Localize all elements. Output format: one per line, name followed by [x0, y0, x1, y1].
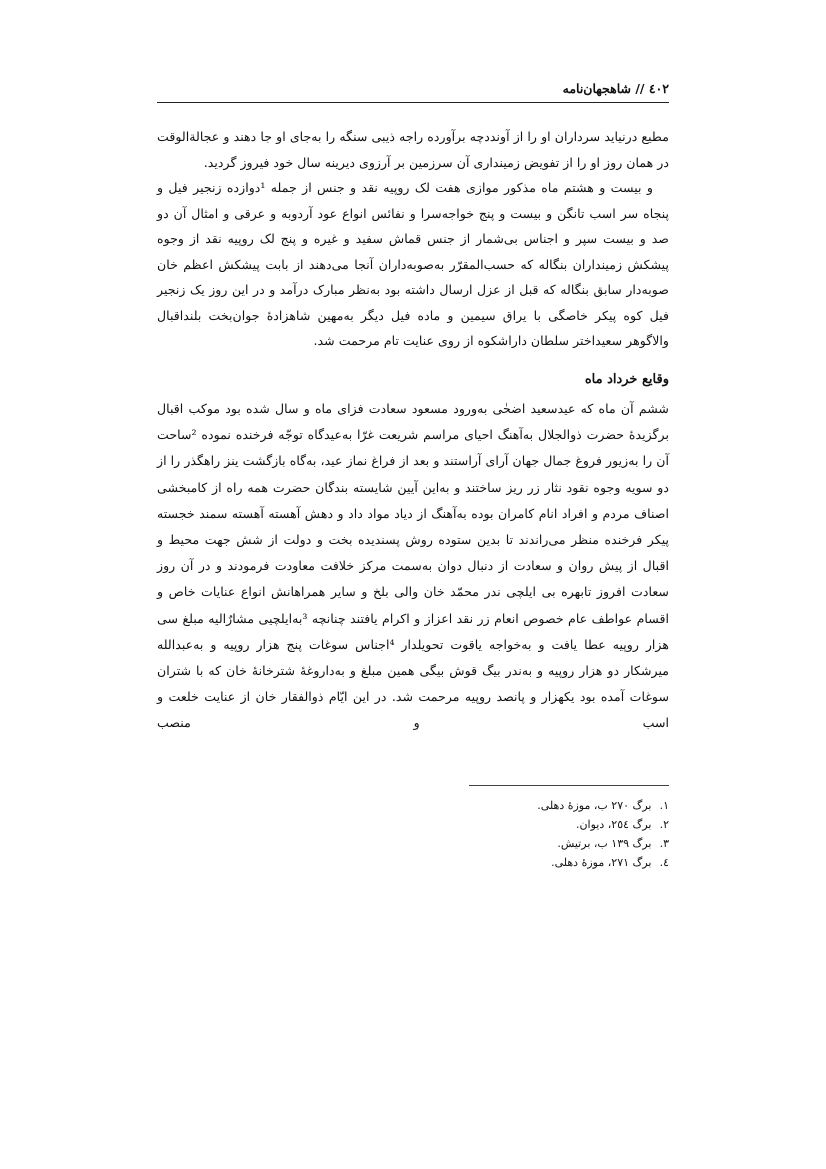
footnote-item	[369, 834, 669, 853]
footnote-number: ١.	[659, 799, 669, 812]
running-title: ٤٠٢ // شاهجهان‌نامه	[562, 81, 669, 96]
body-text-block-1	[157, 124, 669, 354]
footnote-list	[369, 796, 669, 872]
body-text-block-2	[157, 396, 669, 737]
footnote-text: برگ ١٣٩ ب، برتیش.	[557, 837, 652, 850]
footnote-item	[369, 815, 669, 834]
footnote-text: برگ ٢٧١، موزهٔ دهلی.	[551, 856, 652, 869]
paragraph-3: ششم آن ماه که عیدسعید اضحٰی به‌ورود مسعود سعادت فزای ماه و سال شده بود موکب اقبال برگزیدهٔ حضرت ذوالجلال به‌آهنگ احیای مراسم شریعت غرّا به‌عیدگاه توجّه فرخنده نموده ²ساحت آن را به‌زیور فروغ جمال جهان آرای آراستند و بعد از فراغ نماز عید، به‌گاه بازگشت ینز راهگذر را از دو سویه وجوه نقود نثار زر ریز ساختند و به‌این آیین شایسته بندگان حضرت همه راه از کامبخشی اصناف مردم و افراد انام کامران بوده به‌آهنگ از دیاد مواد داد و دهش آهسته آهسته سمند خجسته پیکر فرخنده منظر می‌راندند تا بدین ستوده روش پسندیده بخت و دولت از شش جهت محیط و اقبال از پیش روان و سعادت از دنبال دوان به‌سمت مرکز خلافت معاودت فرمودند و در آن روز سعادت افروز تابهره بی ایلچی ندر محمّد خان والی بلخ و سایر همراهانش انواع عنایات خاص و اقسام عواطف عام خصوص انعام زر نقد اعزاز و اکرام یافتند چنانچه ³به‌ایلچیی مشارٌالیه مبلغ سی هزار روپیه عطا یافت و به‌خواجه یاقوت تحویلدار ⁴اجناس سوغات پنج هزار روپیه و به‌عبدالله میرشکار دو هزار روپیه و به‌ندر بیگ قوش بیگی همین مبلغ و به‌داروغهٔ شترخانهٔ خان که با شتران سوغات آمده بود یکهزار و پانصد روپیه مرحمت شد. در این ایّام ذوالفقار خان از عنایت خلعت و اسب و منصب	[157, 401, 669, 731]
footnote-number: ٢.	[659, 818, 669, 831]
footnote-number: ٣.	[659, 837, 669, 850]
footnote-number: ٤.	[659, 856, 669, 869]
footnote-divider	[469, 785, 669, 786]
paragraph-1: مطیع درنیاید سرداران او را از آونددچه برآورده راجه ذیبی سنگه را به‌جای او جا دهند و عجالةالوقت در همان روز او را از تفویض زمینداری آن سرزمین بر آرزوی دیرینه سال خود فیروز گردید.	[157, 129, 669, 170]
footnote-text: برگ ٢٥٤، دیوان.	[575, 818, 652, 831]
running-header	[157, 80, 669, 103]
section-heading: وقایع خرداد ماه	[584, 372, 669, 387]
paragraph-2: و بیست و هشتم ماه مذکور موازی هفت لک روپیه نقد و جنس از جمله ¹دوازده زنجیر فیل و پنجاه سر اسب تانگن و بیست و پنج خواجه‌سرا و نفائس انواع عود آردوبه و عرقی و امثال آن دو صد و بیست سپر و اجناس بی‌شمار از جنس قماش سفید و غیره و پنج لک روپیه نقد از وجوه پیشکش زمینداران بنگاله که حسب‌المقرّر به‌صوبه‌داران آنجا می‌دهند از بابت پیشکش اعظم خان صوبه‌دار سابق بنگاله که قبل از عزل ارسال داشته بود به‌نظر مبارک درآمد و در این روز یک زنجیر فیل کوه پیکر خاصگی با یراق سیمین و ماده فیل دیگر به‌مهین شاهزادهٔ جوان‌بخت بلنداقبال والاگوهر سعیداختر سلطان داراشکوه از روی عنایت تام مرحمت شد.	[157, 180, 669, 348]
footnote-text: برگ ٢٧٠ ب، موزهٔ دهلی.	[537, 799, 652, 812]
footnote-item	[369, 796, 669, 815]
footnote-item	[369, 853, 669, 872]
